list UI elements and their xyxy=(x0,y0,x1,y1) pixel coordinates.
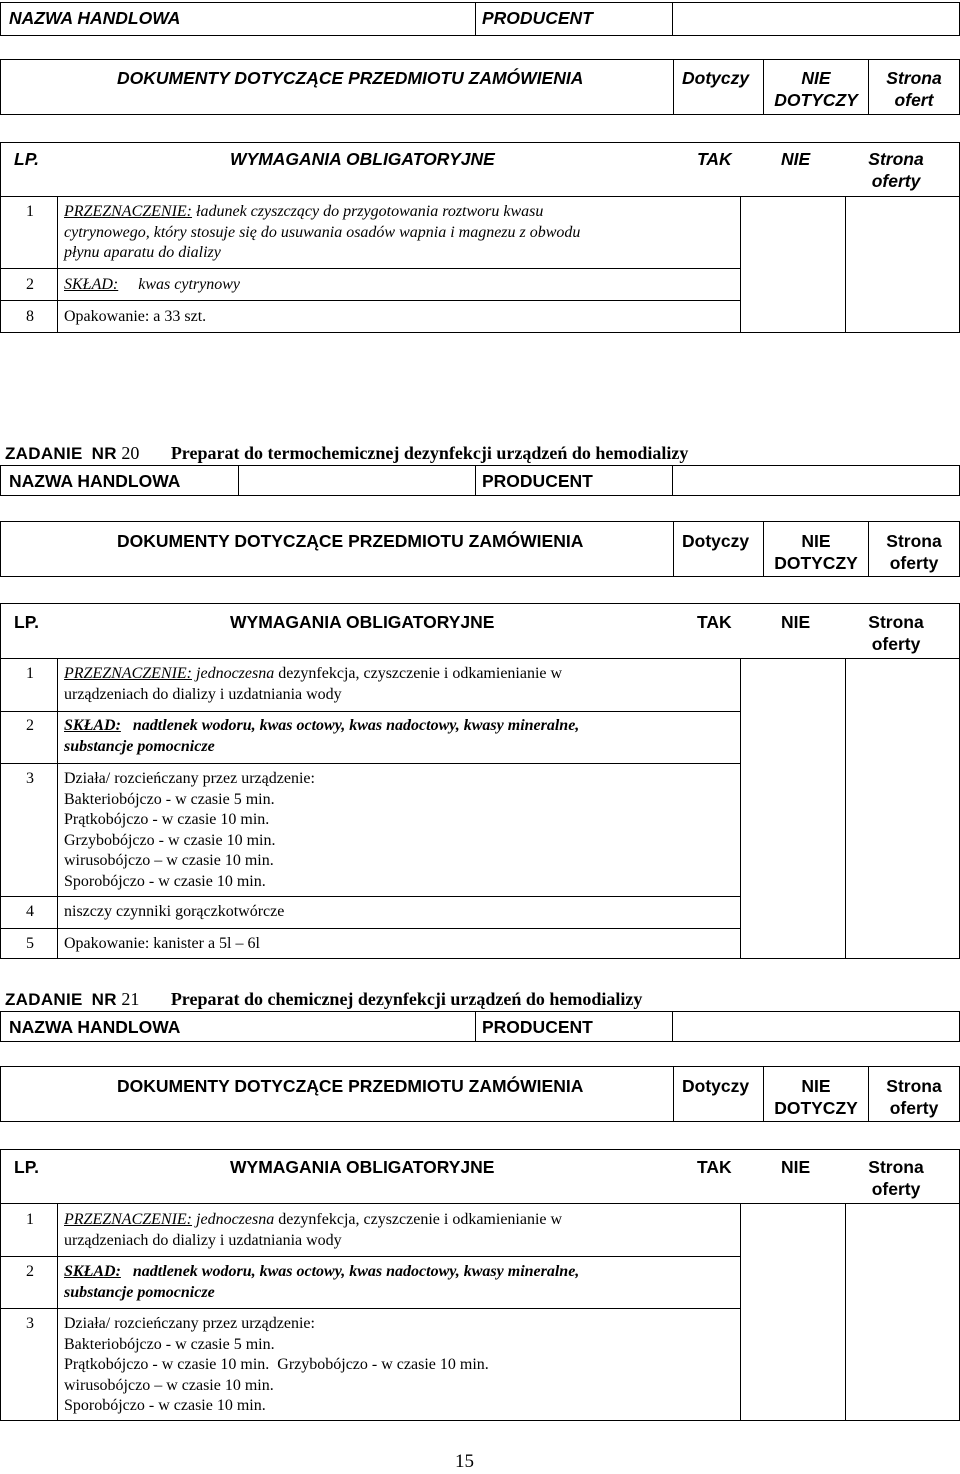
requirements-header: WYMAGANIA OBLIGATORYJNE xyxy=(230,149,495,169)
strona-oferty-label: Strona oferty xyxy=(886,531,942,573)
divider xyxy=(0,1308,740,1309)
action-list: Działa/ rozcieńczany przez urządzenie: Bakteriobójczo - w czasie 5 min. Prątkobójczo - w czasie 10 min. Grzybobójczo - w czasie 10 min. wirusobójczo – w czasie 10 min. Sporobójczo - w czasie 10 min. xyxy=(64,770,315,890)
requirements-header: WYMAGANIA OBLIGATORYJNE xyxy=(230,1157,495,1177)
producent-label: PRODUCENT xyxy=(482,8,593,28)
composition-text: SKŁAD: nadtlenek wodoru, kwas octowy, kwas nadoctowy, kwasy mineralne, substancje pomocnicze xyxy=(64,1263,580,1301)
row-number: 1 xyxy=(26,203,34,220)
divider xyxy=(740,1203,741,1421)
strona-ofert-label: Strona ofert xyxy=(886,68,942,110)
documents-label: DOKUMENTY DOTYCZĄCE PRZEDMIOTU ZAMÓWIENIA xyxy=(117,1076,584,1096)
dotyczy-label: Dotyczy xyxy=(682,68,750,88)
strona-oferty-header: Strona oferty xyxy=(868,149,924,191)
tak-header: TAK xyxy=(697,1157,732,1177)
page-number: 15 xyxy=(455,1451,474,1472)
lp-header: LP. xyxy=(14,1157,39,1177)
composition-text: SKŁAD: nadtlenek wodoru, kwas octowy, kwas nadoctowy, kwasy mineralne, substancje pomocnicze xyxy=(64,717,580,755)
strona-oferty-header: Strona oferty xyxy=(868,1157,924,1199)
divider xyxy=(0,300,740,301)
divider xyxy=(673,1066,674,1122)
divider xyxy=(475,465,476,496)
row-number: 3 xyxy=(26,770,34,787)
packaging-text: Opakowanie: kanister a 5l – 6l xyxy=(64,935,260,952)
divider xyxy=(57,196,58,333)
divider xyxy=(475,2,476,36)
divider xyxy=(57,658,58,959)
strona-oferty-label: Strona oferty xyxy=(886,1076,942,1118)
purpose-text: PRZEZNACZENIE: ładunek czyszczący do przygotowania roztworu kwasu cytrynowego, który stosuje się do usuwania osadów wapnia i magnezu z obwodu płynu aparatu do dializy xyxy=(64,203,581,261)
nie-header: NIE xyxy=(781,1157,811,1177)
divider xyxy=(475,1011,476,1042)
row-number: 1 xyxy=(26,1211,34,1228)
divider xyxy=(672,465,673,496)
lp-header: LP. xyxy=(14,149,39,169)
requirements-header: WYMAGANIA OBLIGATORYJNE xyxy=(230,612,495,632)
row-number: 5 xyxy=(26,935,34,952)
producent-label: PRODUCENT xyxy=(482,471,593,491)
row-number: 8 xyxy=(26,308,34,325)
action-list: Działa/ rozcieńczany przez urządzenie: Bakteriobójczo - w czasie 5 min. Prątkobójczo - w czasie 10 min. Grzybobójczo - w czasie 10 min. wirusobójczo – w czasie 10 min. Sporobójczo - w czasie 10 min. xyxy=(64,1315,489,1414)
nazwa-handlowa-label: NAZWA HANDLOWA xyxy=(9,8,181,28)
task-21-heading: ZADANIE NR 21 Preparat do chemicznej dezynfekcji urządzeń do hemodializy xyxy=(5,989,643,1009)
divider xyxy=(0,763,740,764)
nie-header: NIE xyxy=(781,149,811,169)
composition-text: SKŁAD: kwas cytrynowy xyxy=(64,276,240,293)
divider xyxy=(0,658,960,659)
divider xyxy=(845,1203,846,1421)
documents-label: DOKUMENTY DOTYCZĄCE PRZEDMIOTU ZAMÓWIENIA xyxy=(117,531,584,551)
divider xyxy=(0,268,740,269)
dotyczy-label: Dotyczy xyxy=(682,1076,750,1096)
nie-dotyczy-label: NIE DOTYCZY xyxy=(774,68,858,110)
divider xyxy=(845,658,846,959)
divider xyxy=(0,928,740,929)
nazwa-handlowa-label: NAZWA HANDLOWA xyxy=(9,1017,181,1037)
divider xyxy=(0,896,740,897)
strona-oferty-header: Strona oferty xyxy=(868,612,924,654)
divider xyxy=(238,465,239,496)
divider xyxy=(0,196,960,197)
row-number: 2 xyxy=(26,276,34,293)
divider xyxy=(672,1011,673,1042)
divider xyxy=(740,196,741,333)
divider xyxy=(673,59,674,115)
packaging-text: Opakowanie: a 33 szt. xyxy=(64,308,207,325)
divider xyxy=(740,658,741,959)
nie-header: NIE xyxy=(781,612,811,632)
pyrogen-text: niszczy czynniki gorączkotwórcze xyxy=(64,903,285,920)
divider xyxy=(0,1256,740,1257)
purpose-text: PRZEZNACZENIE: jednoczesna dezynfekcja, czyszczenie i odkamienianie w urządzeniach do dializy i uzdatniania wody xyxy=(64,665,563,703)
divider xyxy=(0,711,740,712)
row-number: 2 xyxy=(26,1263,34,1280)
lp-header: LP. xyxy=(14,612,39,632)
divider xyxy=(845,196,846,333)
nazwa-handlowa-label: NAZWA HANDLOWA xyxy=(9,471,181,491)
dotyczy-label: Dotyczy xyxy=(682,531,750,551)
divider xyxy=(673,521,674,577)
purpose-text: PRZEZNACZENIE: jednoczesna dezynfekcja, czyszczenie i odkamienianie w urządzeniach do dializy i uzdatniania wody xyxy=(64,1211,563,1249)
documents-label: DOKUMENTY DOTYCZĄCE PRZEDMIOTU ZAMÓWIENIA xyxy=(117,68,584,88)
tak-header: TAK xyxy=(697,612,732,632)
divider xyxy=(0,1203,960,1204)
nie-dotyczy-label: NIE DOTYCZY xyxy=(774,531,858,573)
row-number: 1 xyxy=(26,665,34,682)
producent-label: PRODUCENT xyxy=(482,1017,593,1037)
divider xyxy=(57,1203,58,1421)
row-number: 3 xyxy=(26,1315,34,1332)
tak-header: TAK xyxy=(697,149,732,169)
task-20-heading: ZADANIE NR 20 Preparat do termochemicznej dezynfekcji urządzeń do hemodializy xyxy=(5,443,689,463)
divider xyxy=(672,2,673,36)
row-number: 4 xyxy=(26,903,34,920)
row-number: 2 xyxy=(26,717,34,734)
nie-dotyczy-label: NIE DOTYCZY xyxy=(774,1076,858,1118)
